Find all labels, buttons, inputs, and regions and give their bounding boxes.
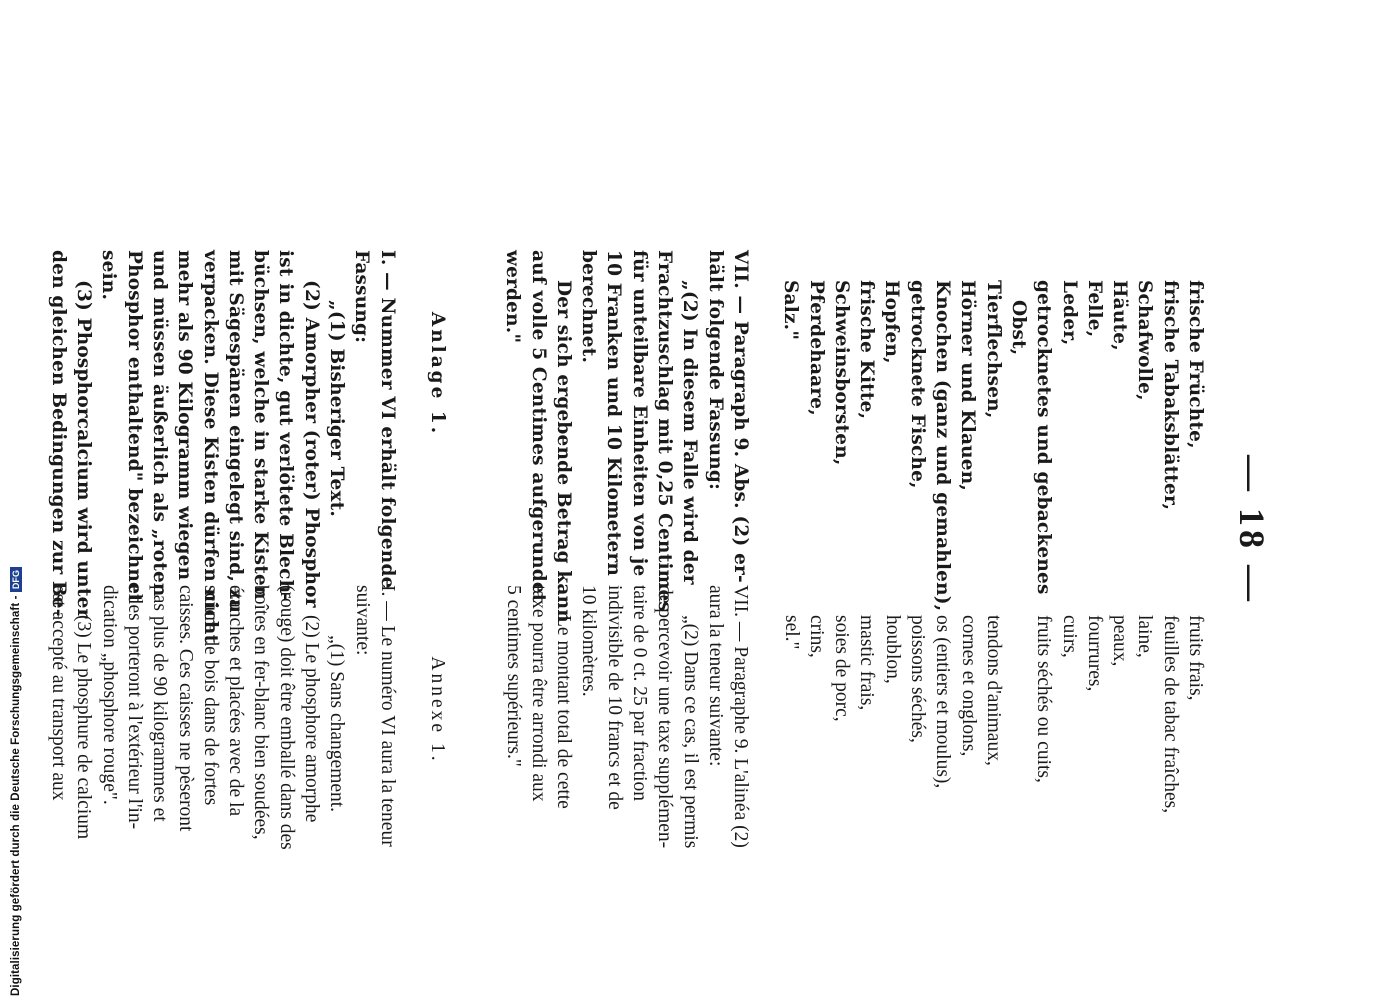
fr-annex-line: boîtes en fer-blanc bien soudées, bbox=[250, 585, 272, 840]
fr-annex-line: étanches et placées avec de la bbox=[225, 585, 247, 817]
fr-list-item: cuirs, bbox=[1058, 615, 1080, 658]
fr-section-vii-line: 5 centimes supérieurs." bbox=[502, 585, 524, 767]
fr-list-item: tendons d'animaux, bbox=[982, 615, 1004, 766]
fr-list-item: houblon, bbox=[881, 615, 903, 684]
fr-list-item: fruits séchés ou cuits, bbox=[1033, 615, 1055, 783]
fr-section-vii-line: de percevoir une taxe supplémen- bbox=[654, 585, 676, 849]
de-section-vii-line: 10 Franken und 10 Kilometern bbox=[603, 250, 625, 577]
de-section-vii-line: für unteilbare Einheiten von je bbox=[628, 250, 650, 577]
dfg-logo: DFG bbox=[10, 567, 22, 592]
de-list-item: Salz." bbox=[780, 280, 802, 341]
fr-section-vii-line: taire de 0 ct. 25 par fraction bbox=[629, 585, 651, 802]
fr-annex-line: (rouge) doit être emballé dans des bbox=[275, 585, 297, 850]
de-annex-line: mehr als 90 Kilogramm wiegen bbox=[174, 250, 196, 581]
de-list-item: Häute, bbox=[1109, 280, 1131, 351]
de-annex-line: mit Sägespänen eingelegt sind, zu bbox=[224, 250, 246, 614]
de-list-item: getrocknete Fische, bbox=[906, 280, 928, 489]
french-column bbox=[46, 585, 1208, 850]
de-list-item: Hörner und Klauen, bbox=[957, 280, 979, 492]
fr-annex-line: „(1) Sans changement. bbox=[326, 635, 348, 813]
de-list-item: Schafwolle, bbox=[1134, 280, 1156, 401]
fr-list-item: sel." bbox=[780, 615, 802, 650]
page-number: — 18 — bbox=[1232, 455, 1272, 605]
de-annex-line: büchsen, welche in starke Kisten bbox=[250, 250, 272, 600]
fr-annex-line: dication „phosphore rouge". bbox=[98, 585, 120, 805]
fr-annex-line: (3) Le phosphure de calcium bbox=[73, 615, 95, 840]
de-section-vii-line: Frachtzuschlag mit 0,25 Centimes bbox=[654, 250, 676, 613]
fr-list-item: poissons séchés, bbox=[907, 615, 929, 743]
fr-annex-line: I. — Le numéro VI aura la teneur bbox=[376, 585, 398, 847]
de-annex-line: Fassung: bbox=[351, 250, 373, 344]
fr-section-vii-line: aura la teneur suivante: bbox=[704, 585, 726, 767]
de-annex-line: sein. bbox=[98, 250, 120, 301]
digitization-credit-strip bbox=[0, 0, 22, 1000]
fr-section-vii-line: Le montant total de cette bbox=[553, 615, 575, 809]
de-annex-line: (2) Amorpher (roter) Phosphor bbox=[300, 280, 322, 608]
de-list-item: Knochen (ganz und gemahlen), bbox=[932, 280, 954, 612]
fr-section-vii-line: taxe pourra être arrondi aux bbox=[527, 585, 549, 802]
de-section-vii-line: Der sich ergebende Betrag kann bbox=[552, 280, 574, 623]
de-annex-line: den gleichen Bedingungen zur Be- bbox=[47, 250, 69, 617]
fr-list-item: fourrures, bbox=[1083, 615, 1105, 692]
de-annex-title: Anlage 1. bbox=[426, 311, 448, 437]
de-list-item: Tierflechsen, bbox=[982, 280, 1004, 419]
de-section-vii-line: werden." bbox=[502, 250, 524, 344]
de-annex-line: verpacken. Diese Kisten dürfen nicht bbox=[199, 250, 221, 644]
fr-annex-line: caisses. Ces caisses ne pèseront bbox=[174, 585, 196, 832]
de-list-item: frische Früchte, bbox=[1185, 280, 1206, 449]
de-list-item: Obst, bbox=[1007, 300, 1029, 356]
de-list-item: Schweinsborsten, bbox=[830, 280, 852, 466]
de-annex-line: ist in dichte, gut verlötete Blech- bbox=[275, 250, 297, 602]
de-annex-line: Phosphor enthaltend" bezeichnet bbox=[123, 250, 145, 603]
fr-list-item: soies de porc, bbox=[831, 615, 853, 722]
fr-list-item: fruits frais, bbox=[1185, 615, 1206, 701]
de-annex-line: (3) Phosphorcalcium wird unter bbox=[73, 280, 95, 619]
digitization-credit bbox=[10, 563, 22, 996]
fr-annex-line: sciure de bois dans de fortes bbox=[199, 585, 221, 806]
de-section-vii-line: auf volle 5 Centimes aufgerundet bbox=[527, 250, 549, 603]
de-list-item: Pferdehaare, bbox=[805, 280, 827, 416]
fr-annex-line: suivante: bbox=[351, 585, 373, 656]
fr-list-item: peaux, bbox=[1109, 615, 1131, 667]
fr-list-item: feuilles de tabac fraîches, bbox=[1159, 615, 1181, 814]
fr-list-item: mastic frais, bbox=[856, 615, 878, 711]
fr-annex-title: Annexe 1. bbox=[427, 656, 449, 764]
fr-list-item: os (entiers et moulus), bbox=[932, 615, 954, 789]
fr-list-item: laine, bbox=[1134, 615, 1156, 658]
de-annex-line: und müssen äußerlich als „roten bbox=[149, 250, 171, 597]
fr-section-vii-line: 10 kilomètres. bbox=[578, 585, 600, 697]
de-list-item: frische Kitte, bbox=[856, 280, 878, 420]
de-section-vii-line: „(2) In diesem Falle wird der bbox=[679, 280, 701, 585]
fr-list-item: cornes et onglons, bbox=[957, 615, 979, 757]
de-list-item: Leder, bbox=[1058, 280, 1080, 346]
fr-section-vii-line: VII. — Paragraphe 9. L'alinéa (2) bbox=[730, 585, 752, 848]
digitization-credit-text: Digitalisierung gefördert durch die Deutsche Forschungsgemeinschaft - bbox=[10, 595, 23, 996]
fr-annex-line: elles porteront à l'extérieur l'in- bbox=[124, 585, 146, 830]
de-list-item: Felle, bbox=[1083, 280, 1105, 338]
fr-section-vii-line: „(2) Dans ce cas, il est permis bbox=[679, 615, 701, 849]
fr-list-item: crins, bbox=[805, 615, 827, 658]
de-section-vii-line: hält folgende Fassung: bbox=[704, 250, 726, 491]
fr-annex-line: pas plus de 90 kilogrammes et bbox=[149, 585, 171, 822]
de-section-vii-line: berechnet. bbox=[578, 250, 600, 364]
de-list-item: getrocknetes und gebackenes bbox=[1033, 280, 1055, 595]
de-list-item: Hopfen, bbox=[881, 280, 903, 364]
fr-annex-line: est accepté au transport aux bbox=[48, 585, 70, 801]
de-annex-line: I. — Nummer VI erhält folgende bbox=[376, 250, 398, 589]
fr-annex-line: (2) Le phosphore amorphe bbox=[301, 615, 323, 823]
de-section-vii-line: VII. — Paragraph 9. Abs. (2) er- bbox=[729, 250, 751, 583]
de-annex-line: „(1) Bisheriger Text. bbox=[326, 300, 348, 518]
de-list-item: frische Tabaksblätter, bbox=[1159, 280, 1181, 511]
fr-section-vii-line: indivisible de 10 francs et de bbox=[603, 585, 625, 810]
